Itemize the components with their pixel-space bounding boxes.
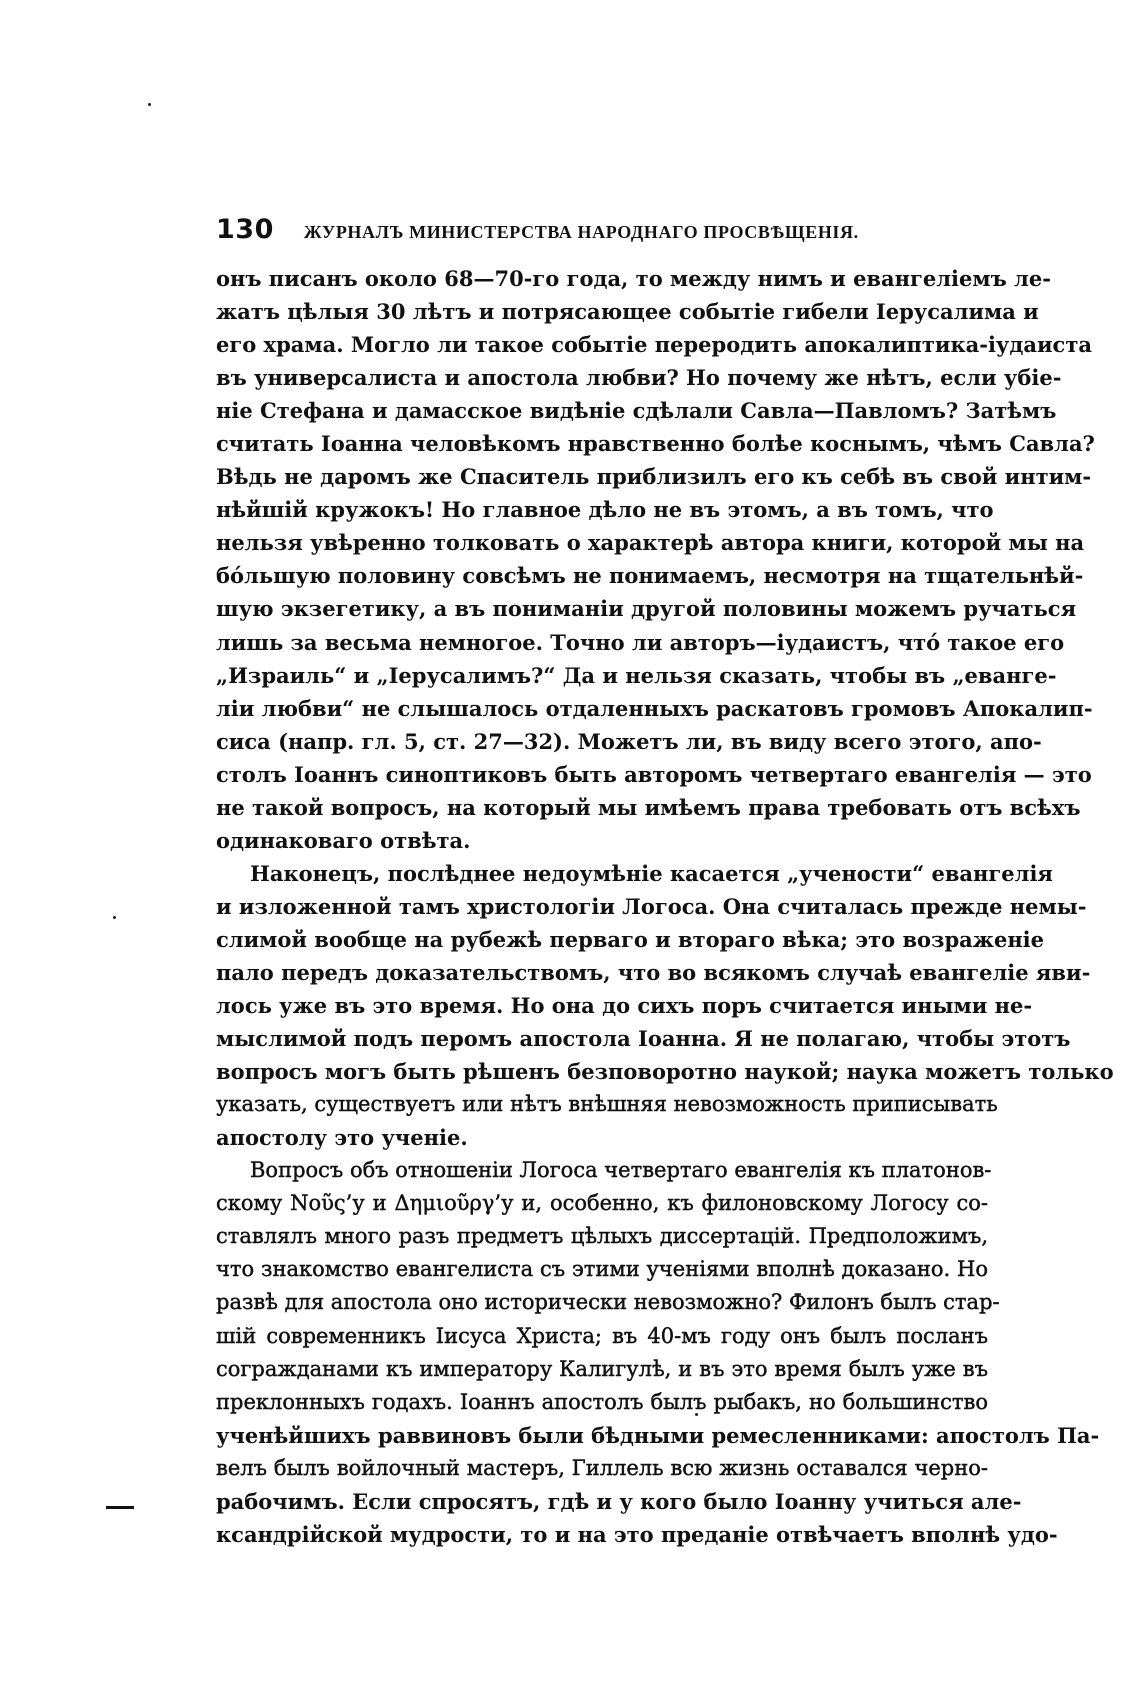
text-line: Наконецъ, послѣднее недоумѣніе касается „учености“ евангелія (250, 860, 1053, 886)
paragraph-3 (216, 1154, 1100, 1551)
text-line: указать, существуетъ или нѣтъ внѣшняя невозможность приписывать (216, 1092, 998, 1117)
text-line: бóльшую половину совсѣмъ не понимаемъ, несмотря на тщательнѣй- (216, 563, 1084, 589)
text-line: считать Іоанна человѣкомъ нравственно болѣе коснымъ, чѣмъ Савла? (216, 431, 1095, 457)
text-line: мыслимой подъ перомъ апостола Іоанна. Я не полагаю, чтобы этотъ (216, 1026, 1071, 1052)
text-line: вопросъ могъ быть рѣшенъ безповоротно наукой; наука можетъ только (216, 1059, 1114, 1085)
scan-margin-mark (106, 1506, 134, 1509)
paragraph-2 (216, 857, 1114, 1154)
body-text (216, 262, 1114, 1551)
text-line: не такой вопросъ, на который мы имѣемъ права требовать отъ всѣхъ (216, 794, 1081, 820)
text-line: согражданами къ императору Калигулѣ, и въ это время былъ уже въ (216, 1356, 988, 1381)
running-head (216, 214, 1016, 254)
text-line: лось уже въ это время. Но она до сихъ поръ считается иными не- (216, 993, 1033, 1019)
text-line: апостолу это ученіе. (216, 1125, 468, 1151)
text-line: сиса (напр. гл. 5, ст. 27—32). Можетъ ли, въ виду всего этого, апо- (216, 728, 1042, 754)
text-line: нельзя увѣренно толковать о характерѣ автора книги, которой мы на (216, 530, 1085, 556)
text-line: лишь за весьма немногое. Точно ли авторъ—іудаистъ, чтó такое его (216, 629, 1065, 655)
text-line: ученѣйшихъ раввиновъ были бѣдными ремесленниками: апостолъ Па- (216, 1422, 1100, 1448)
text-line: пало передъ доказательствомъ, что во всякомъ случаѣ евангеліе яви- (216, 959, 1091, 985)
text-line: развѣ для апостола оно исторически невозможно? Филонъ былъ стар- (216, 1290, 1000, 1315)
text-line: ніе Стефана и дамасское видѣніе сдѣлали Савла—Павломъ? Затѣмъ (216, 398, 1057, 424)
text-line: нѣйшій кружокъ! Но главное дѣло не въ этомъ, а въ томъ, что (216, 497, 994, 523)
text-line: ксандрійской мудрости, то и на это преданіе отвѣчаетъ вполнѣ удо- (216, 1521, 1058, 1547)
text-line: шую экзегетику, а въ пониманіи другой половины можемъ ручаться (216, 596, 1077, 622)
text-line: Вопросъ объ отношеніи Логоса четвертаго евангелія къ платонов- (250, 1158, 992, 1183)
text-line: ліи любви“ не слышалось отдаленныхъ раскатовъ громовъ Апокалип- (216, 695, 1093, 721)
text-line: жатъ цѣлыя 30 лѣтъ и потрясающее событіе гибели Іерусалима и (216, 299, 1039, 325)
scan-speck (113, 916, 116, 919)
text-line: шій современникъ Іисуса Христа; въ 40-мъ году онъ былъ посланъ (216, 1323, 988, 1348)
text-line: рабочимъ. Если спросятъ, гдѣ и у кого было Іоанну учиться але- (216, 1488, 1022, 1514)
text-line: слимой вообще на рубежѣ перваго и втораго вѣка; это возраженіе (216, 926, 1045, 952)
text-line: преклонныхъ годахъ. Іоаннъ апостолъ былъ рыбакъ, но большинство (216, 1389, 988, 1414)
text-line: и изложенной тамъ христологіи Логоса. Она считалась прежде немы- (216, 893, 1087, 919)
text-line: его храма. Могло ли такое событіе переродить апокалиптика-іудаиста (216, 332, 1092, 358)
text-line: одинаковаго отвѣта. (216, 827, 471, 853)
text-line: „Израиль“ и „Іерусалимъ?“ Да и нельзя сказать, чтобы въ „еванге- (216, 662, 1057, 688)
text-line: онъ писанъ около 68—70-го года, то между нимъ и евангеліемъ ле- (216, 266, 1051, 291)
text-line: въ универсалиста и апостола любви? Но почему же нѣтъ, если убіе- (216, 365, 1062, 391)
scan-speck (148, 103, 151, 106)
text-line: велъ былъ войлочный мастеръ, Гиллель всю жизнь оставался черно- (216, 1455, 988, 1480)
text-line: Вѣдь не даромъ же Спаситель приблизилъ его къ себѣ въ свой интим- (216, 464, 1092, 490)
text-line: ставлялъ много разъ предметъ цѣлыхъ диссертацій. Предположимъ, (216, 1224, 988, 1249)
text-line: столъ Іоаннъ синоптиковъ быть авторомъ четвертаго евангелія — это (216, 761, 1092, 787)
page-number: 130 (216, 214, 274, 245)
journal-title: ЖУРНАЛЪ МИНИСТЕРСТВА НАРОДНАГО ПРОСВѢЩЕНІЯ. (303, 222, 859, 242)
paragraph-1 (216, 262, 1095, 857)
text-line: скому Νοῦς’у и Δημιοῦργ’у и, особенно, къ филоновскому Логосу со- (216, 1191, 988, 1216)
text-line: что знакомство евангелиста съ этими ученіями вполнѣ доказано. Но (216, 1257, 988, 1282)
